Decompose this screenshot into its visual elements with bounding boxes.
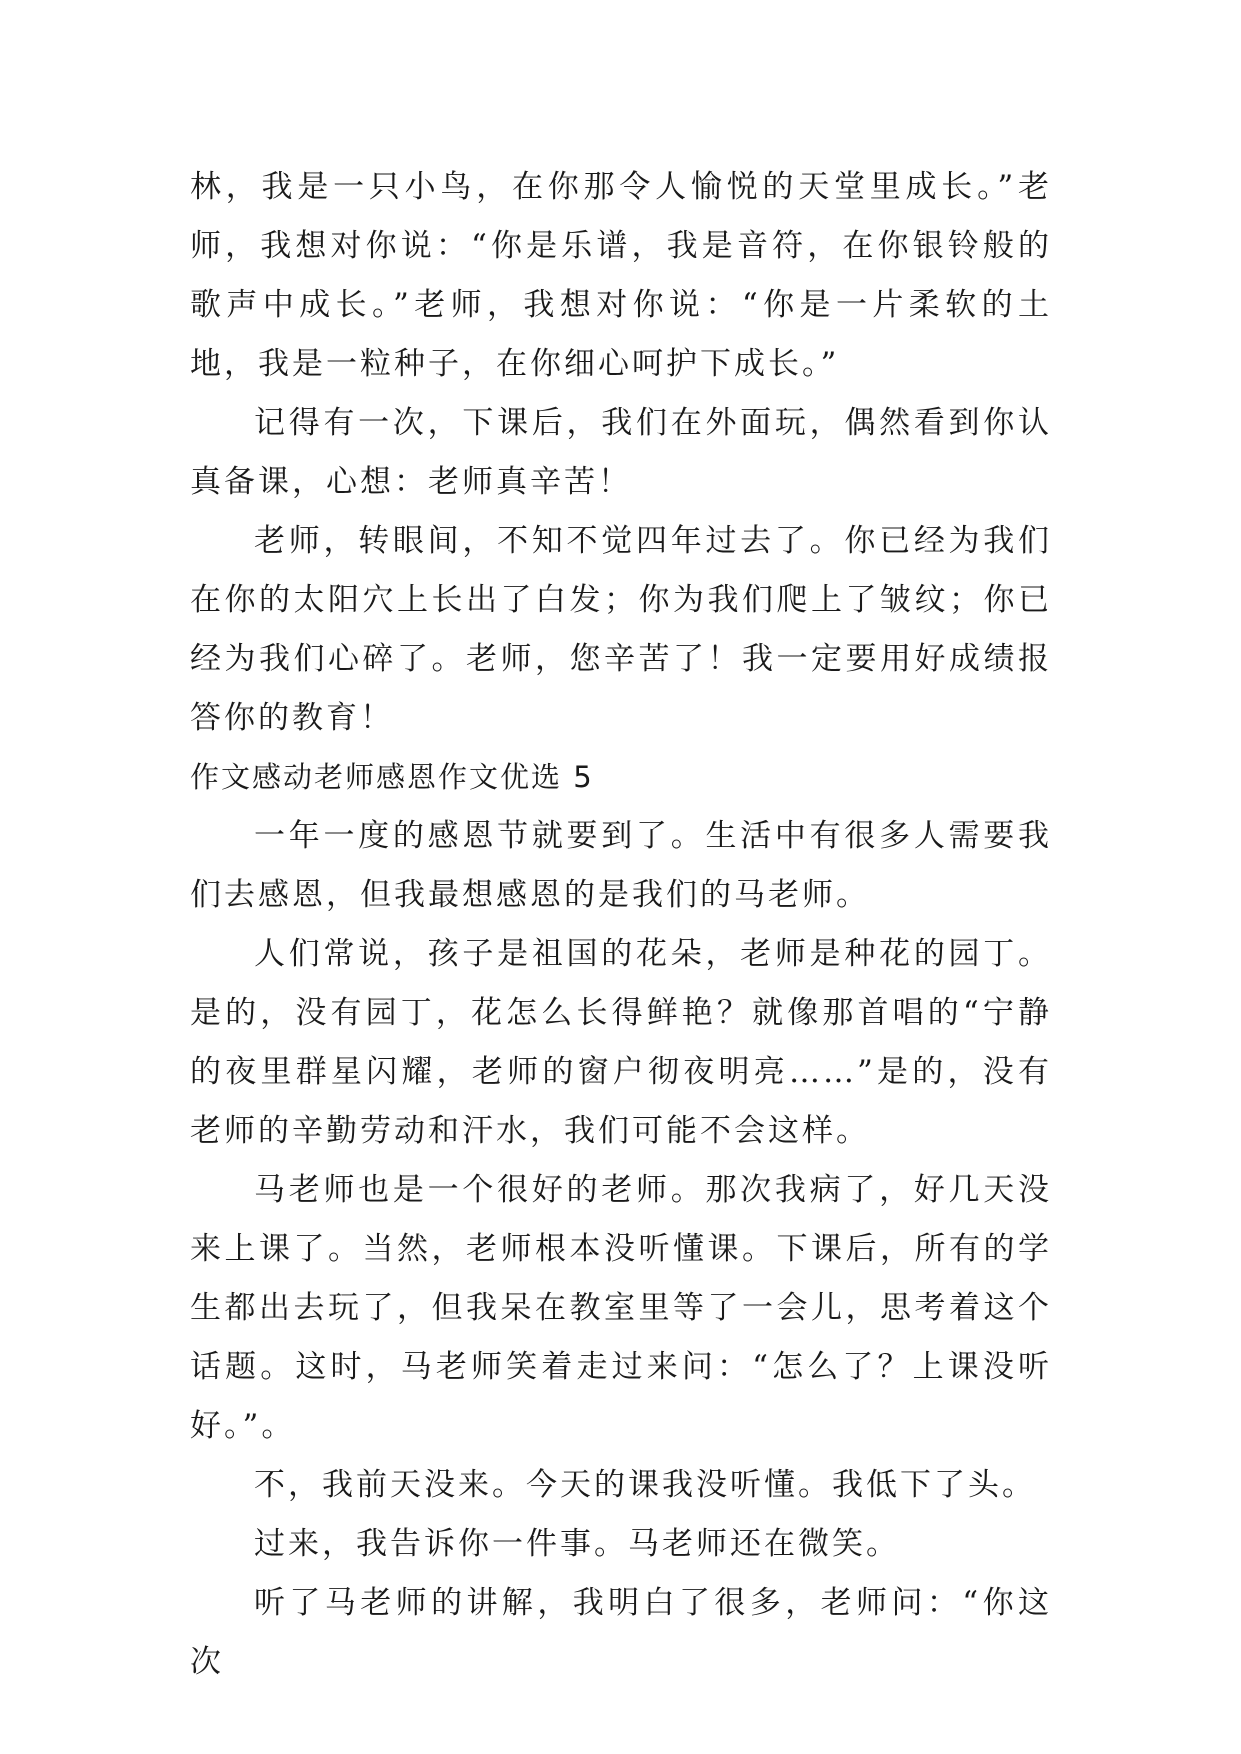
paragraph-9: 听了马老师的讲解，我明白了很多，老师问：“你这次 xyxy=(190,1585,1052,1680)
section-title: 作文感动老师感恩作文优选 5 xyxy=(190,760,594,794)
paragraph-8: 过来，我告诉你一件事。马老师还在微笑。 xyxy=(254,1526,900,1562)
paragraph-7: 不，我前天没来。今天的课我没听懂。我低下了头。 xyxy=(254,1467,1036,1503)
paragraph-2: 记得有一次，下课后，我们在外面玩，偶然看到你认真备课，心想：老师真辛苦！ xyxy=(190,405,1052,500)
paragraph-4: 一年一度的感恩节就要到了。生活中有很多人需要我们去感恩，但我最想感恩的是我们的马老师。 xyxy=(190,818,1052,913)
paragraph-5: 人们常说，孩子是祖国的花朵，老师是种花的园丁。是的，没有园丁，花怎么长得鲜艳？就像那首唱的“宁静的夜里群星闪耀，老师的窗户彻夜明亮……”是的，没有老师的辛勤劳动和汗水，我们可能不会这样。 xyxy=(190,936,1052,1149)
paragraph-3: 老师，转眼间，不知不觉四年过去了。你已经为我们在你的太阳穴上长出了白发；你为我们爬上了皱纹；你已经为我们心碎了。老师，您辛苦了！我一定要用好成绩报答你的教育！ xyxy=(190,523,1052,736)
document-body xyxy=(190,158,1052,1692)
paragraph-6: 马老师也是一个很好的老师。那次我病了，好几天没来上课了。当然，老师根本没听懂课。下课后，所有的学生都出去玩了，但我呆在教室里等了一会儿，思考着这个话题。这时，马老师笑着走过来问：“怎么了？上课没听好。”。 xyxy=(190,1172,1052,1444)
paragraph-1: 林，我是一只小鸟，在你那令人愉悦的天堂里成长。”老师，我想对你说：“你是乐谱，我是音符，在你银铃般的歌声中成长。”老师，我想对你说：“你是一片柔软的土地，我是一粒种子，在你细心呵护下成长。” xyxy=(190,169,1052,382)
